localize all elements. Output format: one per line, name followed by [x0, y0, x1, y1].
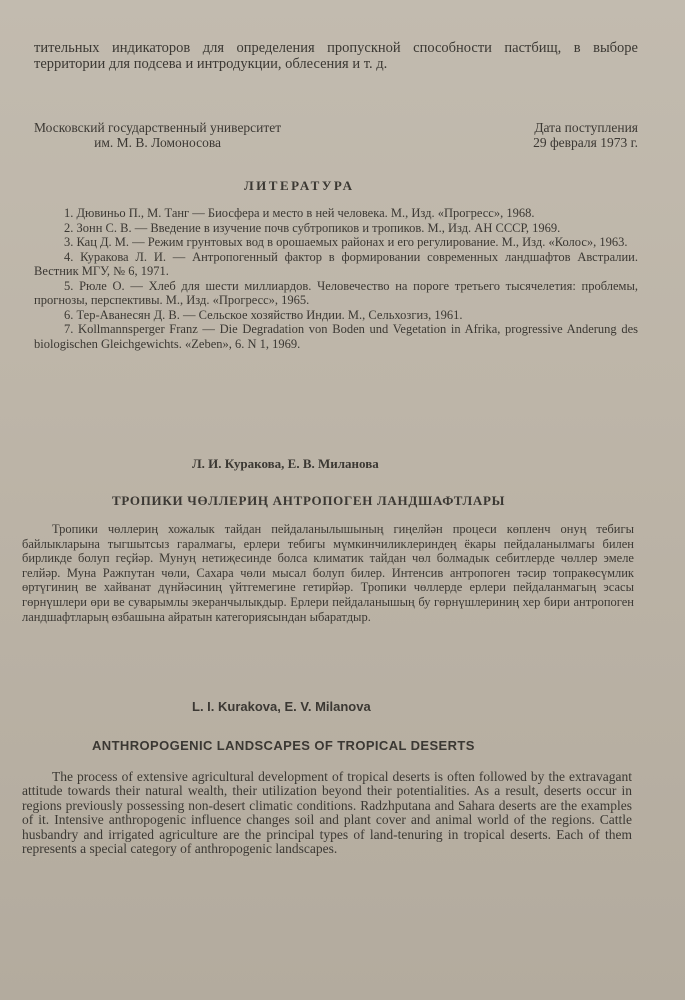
affiliation	[34, 120, 281, 150]
turkmen-title: ТРОПИКИ ЧӨЛЛЕРИҢ АНТРОПОГЕН ЛАНДШАФТЛАРЫ	[112, 493, 506, 508]
reference-item: 2. Зонн С. В. — Введение в изучение почв субтропиков и тропиков. М., Изд. АН СССР, 1969.	[64, 220, 561, 235]
affiliation-line-1: Московский государственный университет	[34, 120, 282, 135]
received-date	[480, 120, 638, 150]
received-date-value: 29 февраля 1973 г.	[533, 135, 638, 150]
turkmen-abstract: Тропики чөллериң хожалык тайдан пейдаланылышының гиңелйән процеси көпленч онуң тебигы байлыкларына тыгшытсыз гаралмагы, ерлери тебигы мүмкинчиликлериндең ёкары пейдаланылмагы билен бирликде болуп геҫйәр. Мунуң нетиҗесинде болса климатик тайдан чөл болмадык себитлерде чөллер эмеле гелйәр. Муна Ражпутан чөли, Сахара чөли мысал болуп билер. Интенсив антропоген тәсир топракөсүмлик өртүгиниң ве хайванат дүнйәсиниң үйтгемегине гетирйәр. Тропики чөллерде ерлери пейдаланмагың эсасы гөрнүшлери өри ве суварымлы экеранчылыкдыр. Ерлери пейдаланышың бу гөрнүшлериниң хер бири антропоген ландшафтларың өзбашына айратын категориясындан ыбаратдыр.	[22, 522, 634, 624]
reference-item: 5. Рюле О. — Хлеб для шести миллиардов. Человечество на пороге третьего тысячелетия: проблемы, прогнозы, перспективы. М., Изд. «Прогресс», 1965.	[34, 278, 638, 307]
english-title: ANTHROPOGENIC LANDSCAPES OF TROPICAL DESERTS	[92, 738, 475, 753]
reference-item: 7. Kollmannsperger Franz — Die Degradation von Boden und Vegetation in Afrika, progressive Anderung des biologischen Gleichgewichts. «Zeben», 6. N 1, 1969.	[34, 322, 638, 351]
reference-item: 1. Дювиньо П., М. Танг — Биосфера и место в ней человека. М., Изд. «Прогресс», 1968.	[64, 206, 535, 220]
references-heading: ЛИТЕРАТУРА	[244, 178, 355, 193]
intro-paragraph: тительных индикаторов для определения пропускной способности пастбищ, в выборе территории для подсева и интродукции, облесения и т. д.	[34, 40, 638, 72]
references-list	[34, 206, 638, 351]
reference-item: 6. Тер-Аванесян Д. В. — Сельское хозяйство Индии. М., Сельхозгиз, 1961.	[64, 307, 463, 322]
english-abstract: The process of extensive agricultural development of tropical deserts is often followed by the extravagant attitude towards their natural wealth, their utilization beyond their potentialities. As a result, deserts occur in regions previously possessing non-desert climatic conditions. Radzhputana and Sahara deserts are the examples of it. Intensive anthropogenic influence changes soil and plant cover and animal world of the regions. Cattle husbandry and irrigated agriculture are the principal types of land-tenuring in tropical deserts. Each of them represents a special category of anthropogenic landscapes.	[22, 769, 632, 857]
english-authors: L. I. Kurakova, E. V. Milanova	[192, 699, 371, 714]
reference-item: 4. Куракова Л. И. — Антропогенный фактор в формировании современных ландшафтов Австралии. Вестник МГУ, № 6, 1971.	[34, 249, 638, 278]
turkmen-authors: Л. И. Куракова, Е. В. Миланова	[192, 456, 379, 471]
affiliation-line-2: им. М. В. Ломоносова	[94, 135, 222, 150]
received-date-label: Дата поступления	[534, 120, 638, 135]
reference-item: 3. Кац Д. М. — Режим грунтовых вод в орошаемых районах и его регулирование. М., Изд. «Колос», 1963.	[64, 235, 628, 249]
